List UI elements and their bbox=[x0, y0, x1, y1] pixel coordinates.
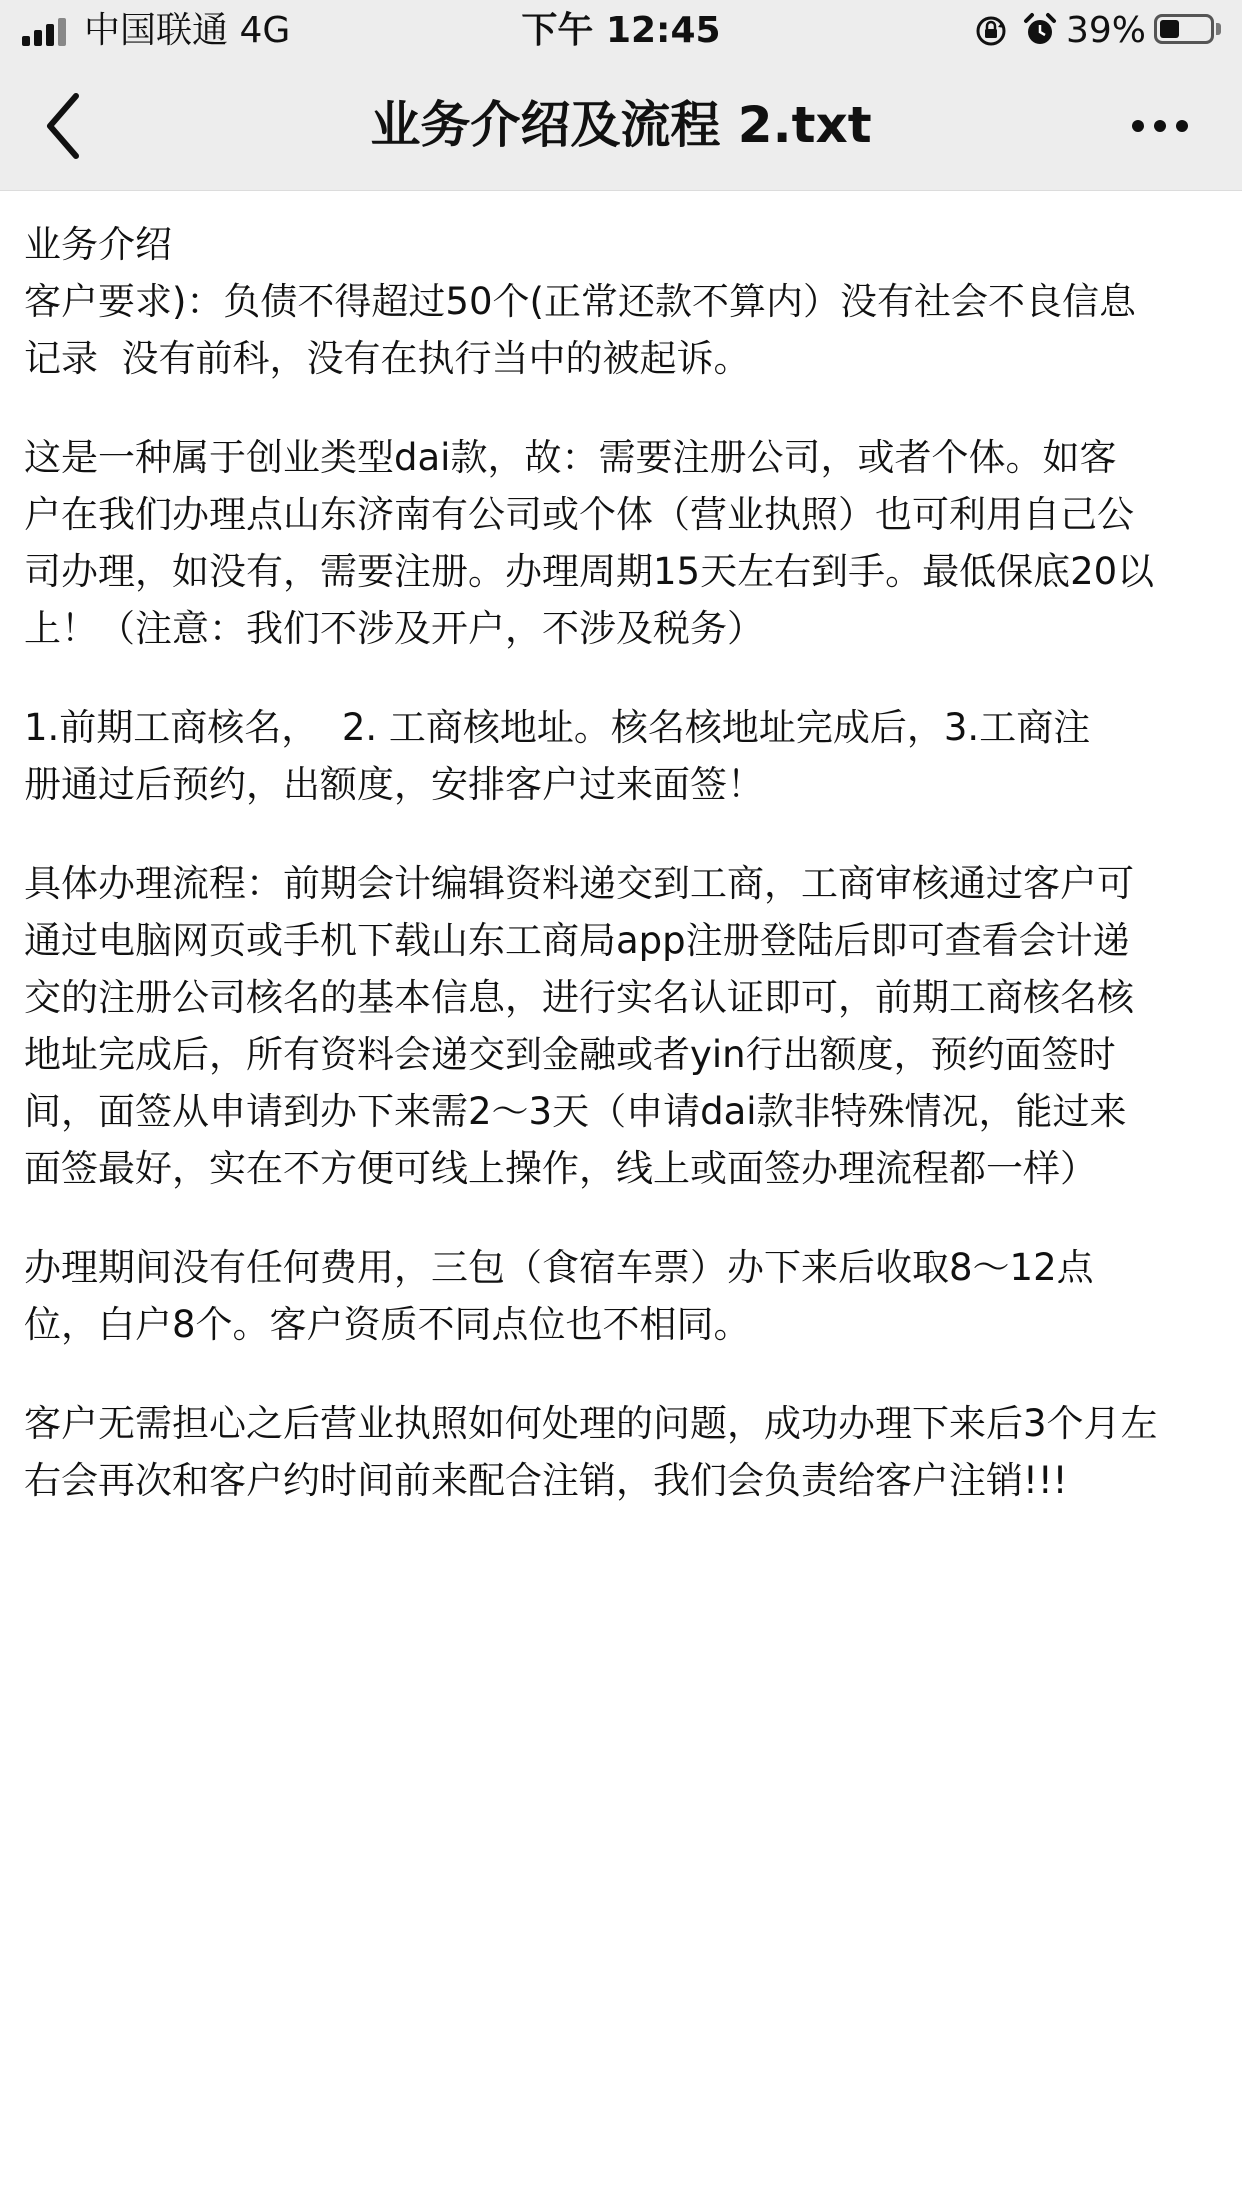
document-line: 这是一种属于创业类型dai款，故：需要注册公司，或者个体。如客 bbox=[24, 436, 1117, 479]
more-icon bbox=[1132, 120, 1144, 132]
document-line: 户在我们办理点山东济南有公司或个体（营业执照）也可利用自己公 bbox=[24, 493, 1134, 536]
more-button[interactable] bbox=[1120, 102, 1200, 150]
document-paragraph bbox=[24, 216, 1220, 387]
document-paragraph bbox=[24, 855, 1220, 1197]
battery-level-fill bbox=[1160, 20, 1179, 38]
document-line: 记录 没有前科，没有在执行当中的被起诉。 bbox=[24, 337, 751, 380]
document-line: 客户无需担心之后营业执照如何处理的问题，成功办理下来后3个月左 bbox=[24, 1402, 1158, 1445]
more-icon-dot bbox=[1176, 120, 1188, 132]
page-title: 业务介绍及流程 2.txt bbox=[370, 96, 872, 154]
document-line: 位，白户8个。客户资质不同点位也不相同。 bbox=[24, 1303, 751, 1346]
document-line: 交的注册公司核名的基本信息，进行实名认证即可，前期工商核名核 bbox=[24, 976, 1134, 1019]
document-paragraph bbox=[24, 1239, 1220, 1353]
document-paragraph bbox=[24, 429, 1220, 657]
document-line: 1.前期工商核名， 2. 工商核地址。核名核地址完成后，3.工商注 bbox=[24, 706, 1091, 749]
rotation-lock-icon bbox=[974, 14, 1008, 48]
document-line: 地址完成后，所有资料会递交到金融或者yin行出额度，预约面签时 bbox=[24, 1033, 1116, 1076]
chevron-left-icon bbox=[30, 88, 100, 164]
document-content bbox=[24, 216, 1220, 1551]
document-line: 通过电脑网页或手机下载山东工商局app注册登陆后即可查看会计递 bbox=[24, 919, 1130, 962]
status-time: 下午 12:45 bbox=[521, 10, 721, 51]
document-line: 司办理，如没有，需要注册。办理周期15天左右到手。最低保底20以 bbox=[24, 550, 1155, 593]
document-line: 面签最好，实在不方便可线上操作，线上或面签办理流程都一样） bbox=[24, 1147, 1097, 1190]
navigation-bar bbox=[0, 62, 1242, 191]
document-line: 办理期间没有任何费用，三包（食宿车票）办下来后收取8～12点 bbox=[24, 1246, 1094, 1289]
document-line: 间，面签从申请到办下来需2～3天（申请dai款非特殊情况，能过来 bbox=[24, 1090, 1127, 1133]
document-line: 册通过后预约，出额度，安排客户过来面签！ bbox=[24, 763, 764, 806]
battery-percent: 39% bbox=[1066, 10, 1147, 51]
document-line: 客户要求)：负债不得超过50个(正常还款不算内）没有社会不良信息 bbox=[24, 280, 1136, 323]
battery-icon bbox=[1154, 14, 1214, 44]
document-paragraph bbox=[24, 1395, 1220, 1509]
document-line: 上！（注意：我们不涉及开户，不涉及税务） bbox=[24, 607, 764, 650]
battery-cap bbox=[1216, 23, 1221, 35]
carrier-label: 中国联通 4G bbox=[84, 10, 291, 51]
document-line: 右会再次和客户约时间前来配合注销，我们会负责给客户注销!!! bbox=[24, 1459, 1068, 1502]
document-line: 业务介绍 bbox=[24, 223, 172, 266]
status-bar bbox=[0, 0, 1242, 62]
alarm-icon bbox=[1022, 12, 1058, 48]
more-icon-dot bbox=[1154, 120, 1166, 132]
document-paragraph bbox=[24, 699, 1220, 813]
back-button[interactable] bbox=[30, 88, 100, 164]
document-line: 具体办理流程：前期会计编辑资料递交到工商，工商审核通过客户可 bbox=[24, 862, 1134, 905]
